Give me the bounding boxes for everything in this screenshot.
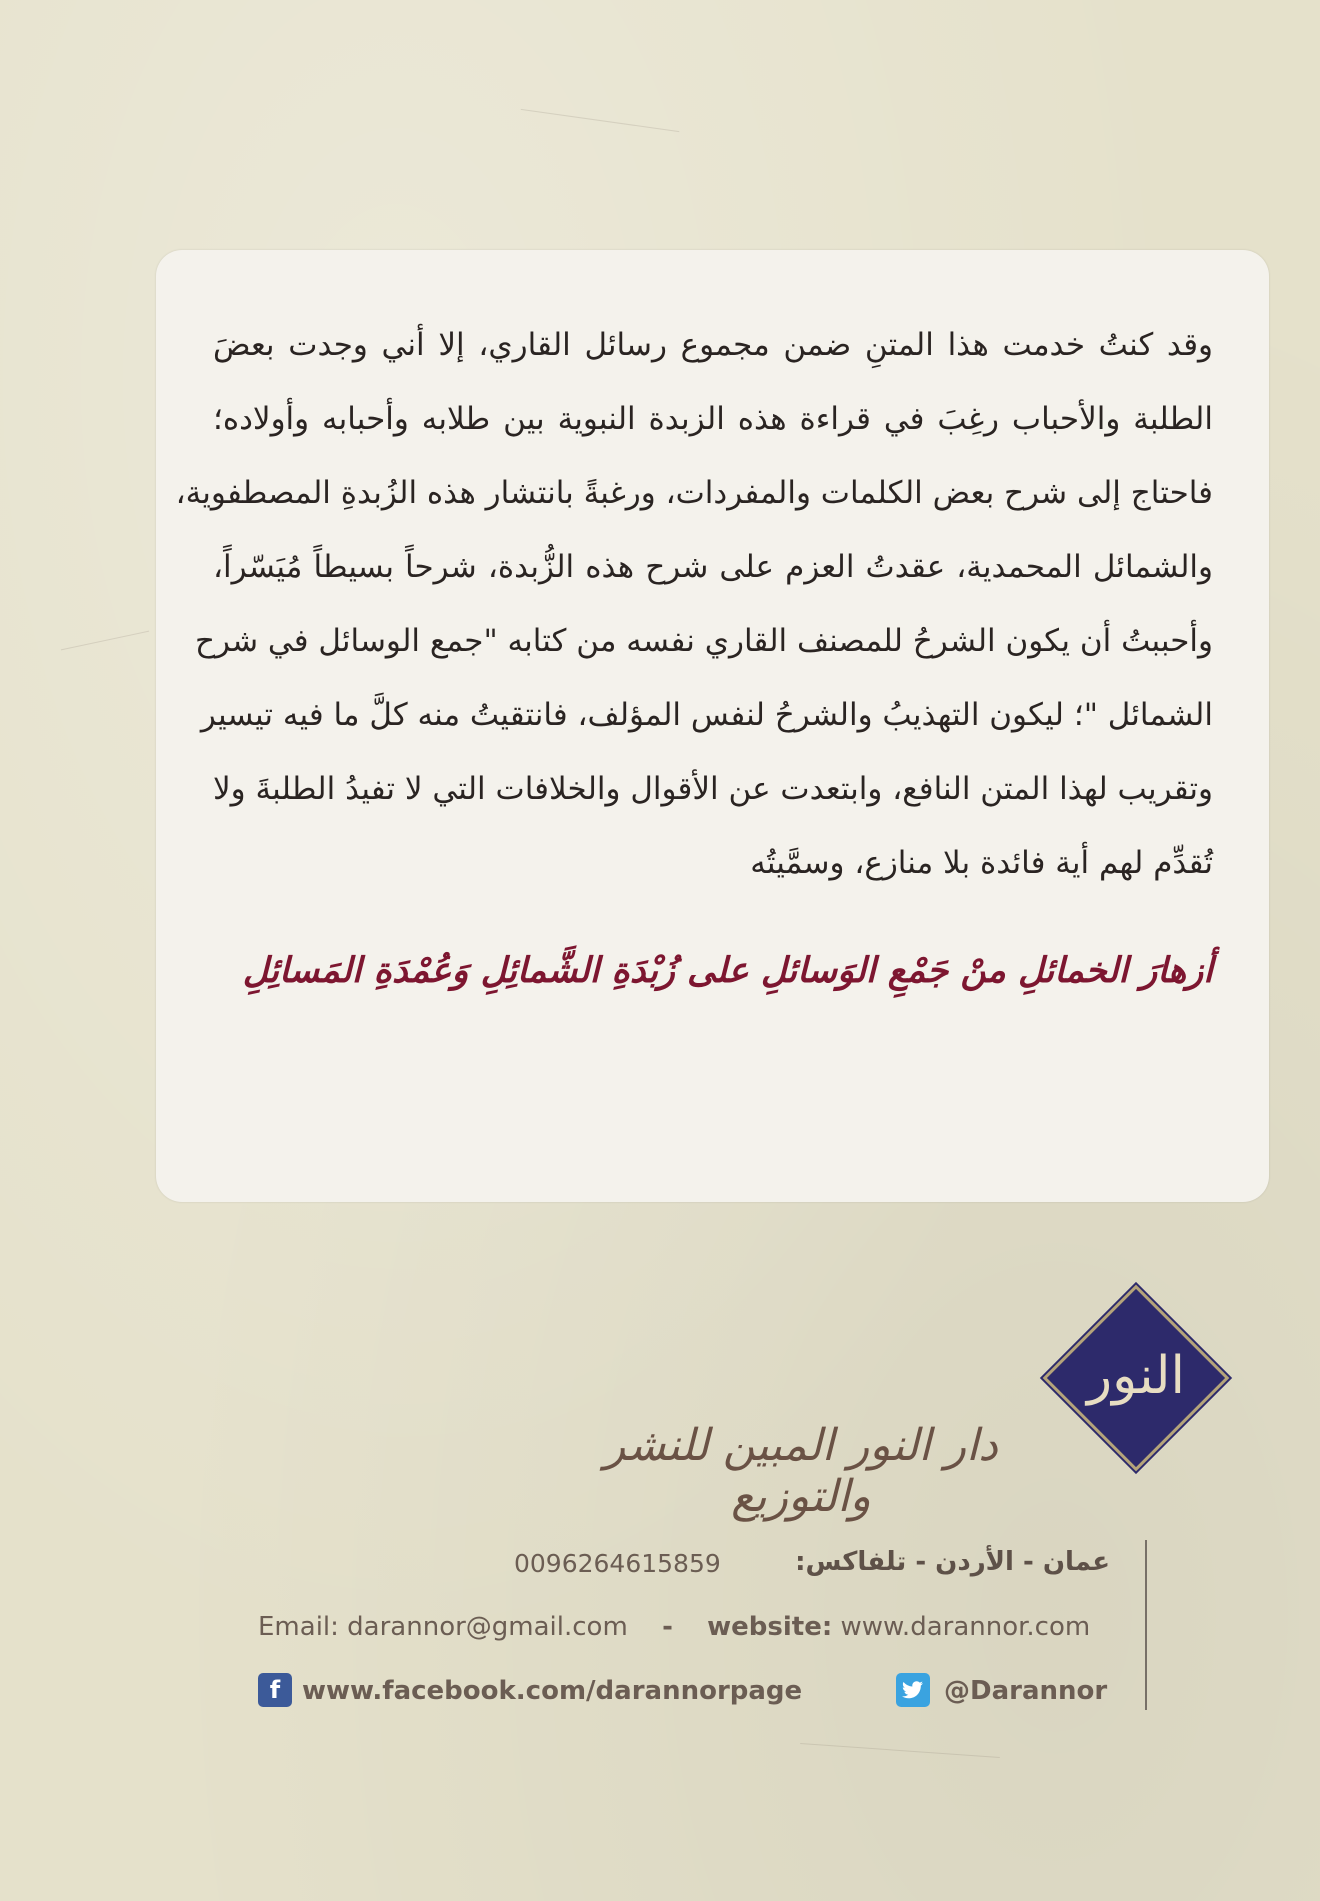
paragraph-line: وأحببتُ أن يكون الشرحُ للمصنف القاري نفسه من كتابه "جمع الوسائل في شرح: [194, 623, 1213, 659]
facebook-icon: f: [258, 1673, 292, 1707]
facebook-url[interactable]: www.facebook.com/darannorpage: [302, 1676, 803, 1706]
email-label: Email:: [258, 1612, 339, 1642]
email-website-row: [258, 1612, 1090, 1642]
scratch-mark: [521, 109, 680, 132]
text-panel: [156, 250, 1269, 1202]
paragraph-line: وقد كنتُ خدمت هذا المتنِ ضمن مجموع رسائل القاري، إلا أني وجدت بعضَ: [213, 327, 1213, 363]
contact-divider: [1145, 1540, 1147, 1710]
publisher-logo-text: النور: [1087, 1346, 1185, 1406]
paragraph-line: الشمائل "؛ ليكون التهذيبُ والشرحُ لنفس المؤلف، فانتقيتُ منه كلَّ ما فيه تيسير: [200, 697, 1213, 733]
twitter-bird-icon: [902, 1681, 924, 1699]
location-label: عمان - الأردن - تلفاكس:: [795, 1547, 1110, 1577]
paragraph-line: وتقريب لهذا المتن النافع، وابتعدت عن الأقوال والخلافات التي لا تفيدُ الطلبةَ ولا: [213, 771, 1213, 807]
twitter-icon: [896, 1673, 930, 1707]
paragraph-line: والشمائل المحمدية، عقدتُ العزم على شرح هذه الزُّبدة، شرحاً بسيطاً مُيَسّراً،: [213, 549, 1213, 585]
phone-number: 0096264615859: [514, 1549, 721, 1578]
email-address[interactable]: darannor@gmail.com: [347, 1612, 628, 1642]
contact-separator: -: [662, 1612, 673, 1642]
website-url[interactable]: www.darannor.com: [840, 1612, 1091, 1642]
paragraph-line: الطلبة والأحباب رغِبَ في قراءة هذه الزبدة النبوية بين طلابه وأحبابه وأولاده؛: [213, 401, 1213, 437]
book-title: أزهارَ الخمائلِ منْ جَمْعِ الوَسائلِ على زُبْدَةِ الشَّمائِلِ وَعُمْدَةِ المَسائِلِ: [242, 950, 1213, 991]
twitter-handle[interactable]: @Darannor: [944, 1676, 1108, 1706]
publisher-name: دار النور المبين للنشر والتوزيع: [604, 1420, 998, 1522]
scratch-mark: [800, 1743, 1000, 1758]
website-label: website:: [707, 1612, 833, 1642]
paragraph-line: تُقدِّم لهم أية فائدة بلا منازع، وسمَّيتُه: [750, 845, 1213, 881]
scratch-mark: [61, 631, 149, 651]
description-paragraph: [175, 308, 1213, 900]
paragraph-line: فاحتاج إلى شرح بعض الكلمات والمفردات، ورغبةً بانتشار هذه الزُبدةِ المصطفوية،: [175, 475, 1213, 511]
